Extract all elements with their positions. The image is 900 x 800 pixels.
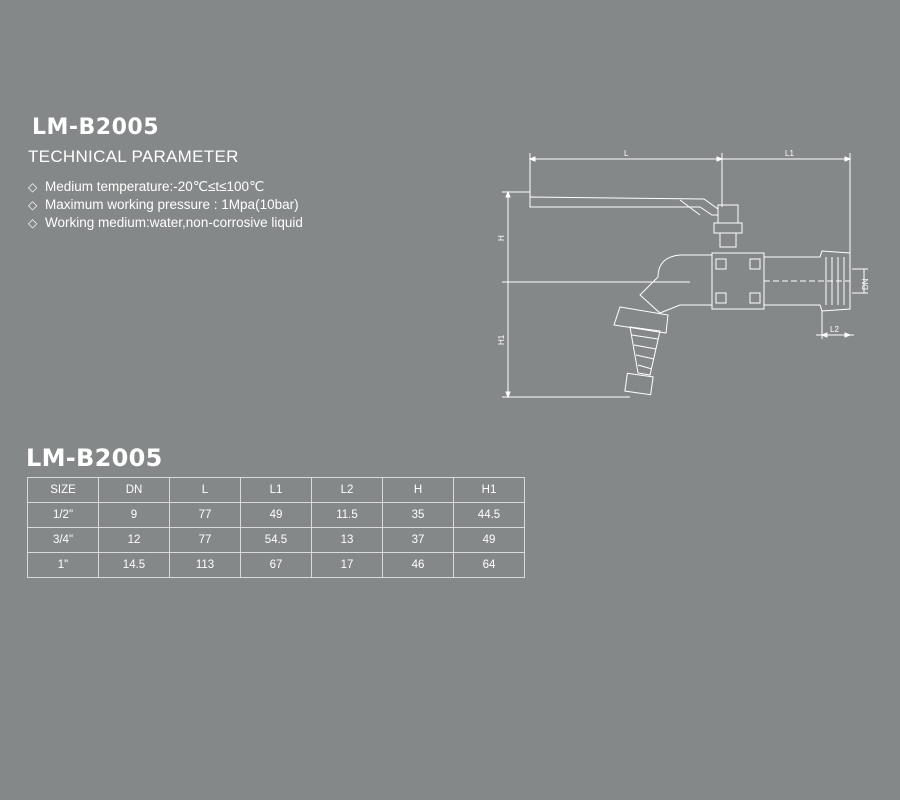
dimension-H1 <box>497 282 630 397</box>
dimension-DN <box>852 269 870 293</box>
table-cell: 37 <box>383 528 454 553</box>
column-header: L2 <box>312 478 383 503</box>
table-row <box>28 553 525 578</box>
table-cell: 54.5 <box>241 528 312 553</box>
label-L: L <box>624 149 629 158</box>
table-cell: 67 <box>241 553 312 578</box>
spec-table <box>27 477 525 578</box>
table-cell: 49 <box>241 503 312 528</box>
table-title: LM-B2005 <box>26 444 163 472</box>
valve-handle <box>530 197 742 247</box>
column-header: SIZE <box>28 478 99 503</box>
label-L1: L1 <box>785 149 794 158</box>
table-cell: 1" <box>28 553 99 578</box>
column-header: H <box>383 478 454 503</box>
parameter-item <box>28 178 303 196</box>
table-cell: 64 <box>454 553 525 578</box>
table-cell: 46 <box>383 553 454 578</box>
column-header: DN <box>99 478 170 503</box>
table-cell: 35 <box>383 503 454 528</box>
parameter-list <box>28 178 303 232</box>
table-cell: 44.5 <box>454 503 525 528</box>
table-cell: 13 <box>312 528 383 553</box>
parameter-item <box>28 214 303 232</box>
table-cell: 113 <box>170 553 241 578</box>
valve-technical-drawing <box>490 145 880 410</box>
table-header-row <box>28 478 525 503</box>
table-cell: 1/2" <box>28 503 99 528</box>
dimension-L1 <box>722 149 850 257</box>
parameter-text: Medium temperature:-20℃≤t≤100℃ <box>45 179 265 194</box>
table-cell: 49 <box>454 528 525 553</box>
valve-spout <box>614 277 680 395</box>
table-cell: 77 <box>170 503 241 528</box>
table-cell: 77 <box>170 528 241 553</box>
parameter-text: Working medium:water,non-corrosive liquid <box>45 215 303 230</box>
label-DN: DN <box>861 278 870 290</box>
diamond-icon: ◇ <box>28 198 38 212</box>
table-cell: 17 <box>312 553 383 578</box>
parameter-item <box>28 196 303 214</box>
label-L2: L2 <box>830 325 839 334</box>
table-cell: 3/4" <box>28 528 99 553</box>
diamond-icon: ◇ <box>28 216 38 230</box>
column-header: L <box>170 478 241 503</box>
table-row <box>28 528 525 553</box>
column-header: L1 <box>241 478 312 503</box>
page-title: LM-B2005 <box>32 115 160 140</box>
label-H: H <box>497 235 506 241</box>
table-row <box>28 503 525 528</box>
table-cell: 9 <box>99 503 170 528</box>
dimension-L2 <box>816 311 854 339</box>
label-H1: H1 <box>497 334 506 345</box>
dimension-H <box>497 192 690 282</box>
diamond-icon: ◇ <box>28 180 38 194</box>
valve-body <box>658 251 850 311</box>
table-cell: 11.5 <box>312 503 383 528</box>
parameter-text: Maximum working pressure : 1Mpa(10bar) <box>45 197 299 212</box>
table-cell: 12 <box>99 528 170 553</box>
page-subtitle: TECHNICAL PARAMETER <box>28 147 239 166</box>
column-header: H1 <box>454 478 525 503</box>
table-cell: 14.5 <box>99 553 170 578</box>
